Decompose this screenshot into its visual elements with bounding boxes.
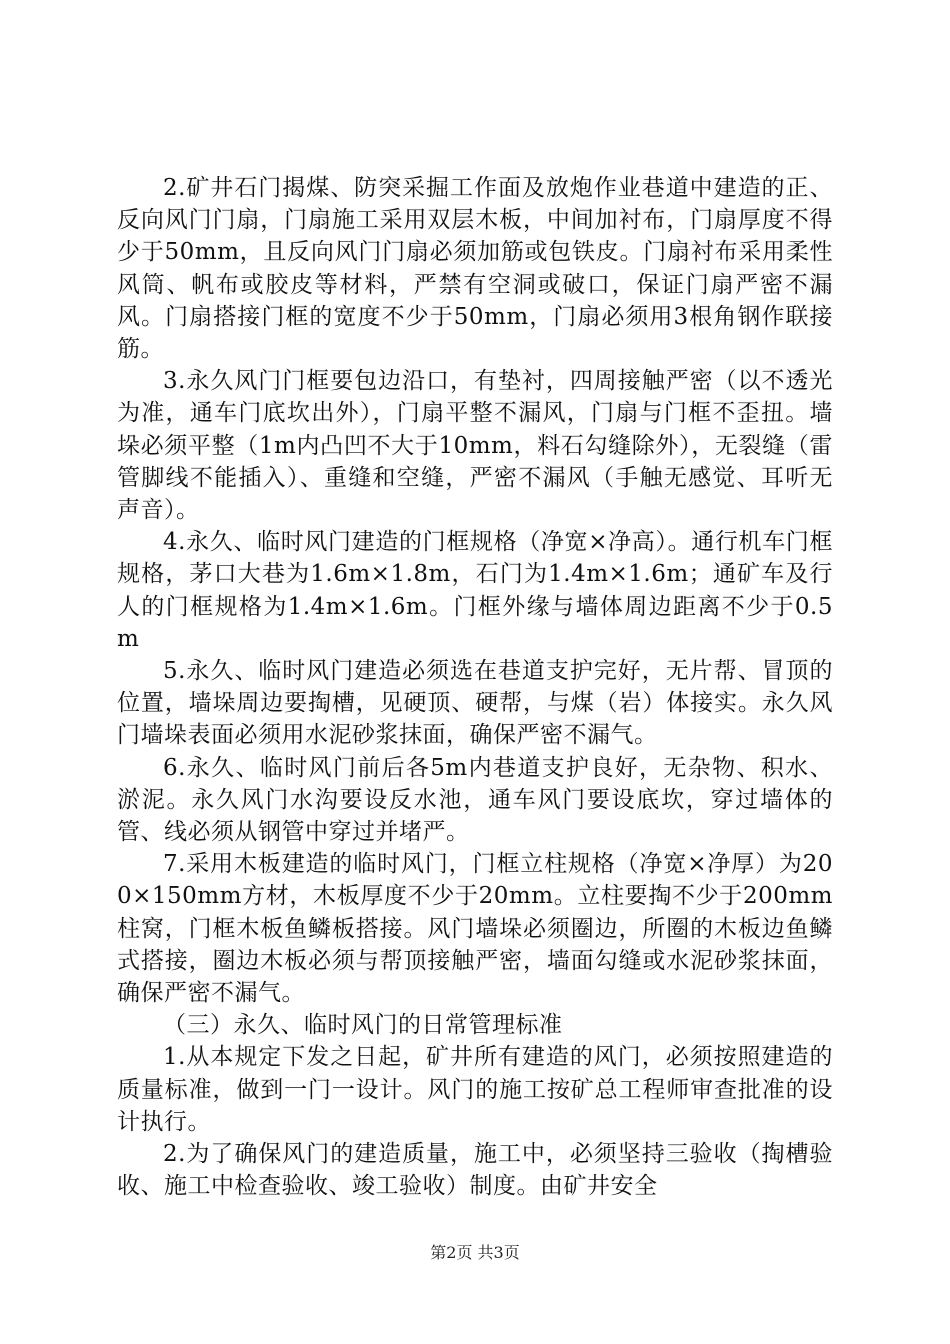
paragraph-daily-1: 1.从本规定下发之日起，矿井所有建造的风门，必须按照建造的质量标准，做到一门一设计。风门的施工按矿总工程师审查批准的设计执行。	[117, 1044, 833, 1135]
paragraph-6: 6.永久、临时风门前后各5m内巷道支护良好，无杂物、积水、淤泥。永久风门水沟要设反水池，通车风门要设底坎，穿过墙体的管、线必须从钢管中穿过并堵严。	[117, 754, 833, 846]
paragraph-2: 2.矿井石门揭煤、防突采掘工作面及放炮作业巷道中建造的正、反向风门门扇，门扇施工采用双层木板，中间加衬布，门扇厚度不得少于50mm，且反向风门门扇必须加筋或包铁皮。门扇衬布采用柔性风筒、帆布或胶皮等材料，严禁有空洞或破口，保证门扇严密不漏风。门扇搭接门框的宽度不少于50mm，门扇必须用3根角钢作联接筋。	[117, 175, 833, 363]
paragraph-5: 5.永久、临时风门建造必须选在巷道支护完好，无片帮、冒顶的位置，墙垛周边要掏槽，见硬顶、硬帮，与煤（岩）体接实。永久风门墙垛表面必须用水泥砂浆抹面，确保严密不漏气。	[117, 658, 833, 749]
section-heading: （三）永久、临时风门的日常管理标准	[163, 1012, 563, 1039]
paragraph-daily-2: 2.为了确保风门的建造质量，施工中，必须坚持三验收（掏槽验收、施工中检查验收、竣工验收）制度。由矿井安全	[117, 1141, 833, 1200]
page-footer: 第2页 共3页	[430, 1243, 520, 1262]
paragraph-7: 7.采用木板建造的临时风门，门框立柱规格（净宽×净厚）为200×150mm方材，木板厚度不少于20mm。立柱要掏不少于200mm柱窝，门框木板鱼鳞板搭接。风门墙垛必须圈边，所圈的木板边鱼鳞式搭接，圈边木板必须与帮顶接触严密，墙面勾缝或水泥砂浆抹面，确保严密不漏气。	[117, 851, 833, 1007]
paragraph-3: 3.永久风门门框要包边沿口，有垫衬，四周接触严密（以不透光为准，通车门底坎出外），门扇平整不漏风，门扇与门框不歪扭。墙垛必须平整（1m内凸凹不大于10mm，料石勾缝除外），无裂缝（雷管脚线不能插入）、重缝和空缝，严密不漏风（手触无感觉、耳听无声音）。	[117, 368, 833, 524]
paragraph-4: 4.永久、临时风门建造的门框规格（净宽×净高）。通行机车门框规格，茅口大巷为1.6m×1.8m，石门为1.4m×1.6m；通矿车及行人的门框规格为1.4m×1.6m。门框外缘与墙体周边距离不少于0.5m	[117, 529, 833, 652]
document-body	[117, 172, 833, 1203]
